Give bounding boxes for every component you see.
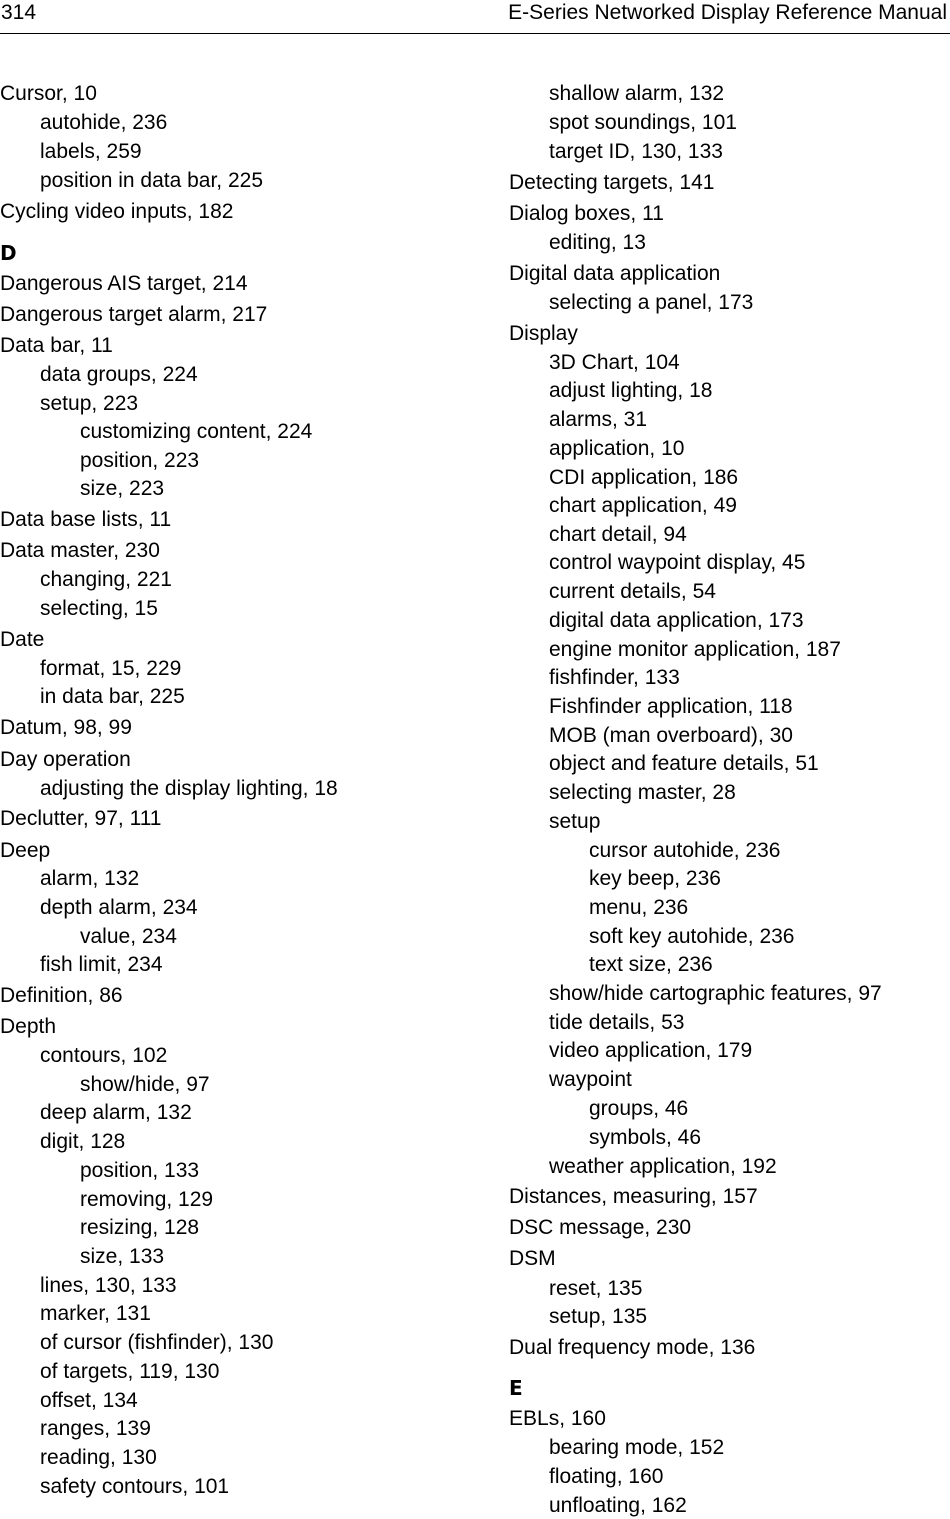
index-entry: Definition, 86 bbox=[0, 984, 123, 1007]
index-entry: application, 10 bbox=[549, 437, 685, 460]
index-entry: digital data application, 173 bbox=[549, 609, 804, 632]
index-entry: weather application, 192 bbox=[549, 1155, 777, 1178]
page-number: 314 bbox=[1, 1, 37, 24]
index-entry: groups, 46 bbox=[589, 1097, 689, 1120]
index-entry: Digital data application bbox=[509, 262, 721, 285]
index-entry: Declutter, 97, 111 bbox=[0, 807, 162, 830]
index-entry: Data bar, 11 bbox=[0, 334, 113, 357]
index-entry: 3D Chart, 104 bbox=[549, 351, 680, 374]
index-entry: Cycling video inputs, 182 bbox=[0, 200, 234, 223]
index-entry: changing, 221 bbox=[40, 568, 172, 591]
index-entry: safety contours, 101 bbox=[40, 1475, 230, 1498]
index-entry: Fishfinder application, 118 bbox=[549, 695, 793, 718]
index-entry: Display bbox=[509, 322, 578, 345]
index-entry: floating, 160 bbox=[549, 1465, 664, 1488]
index-entry: show/hide cartographic features, 97 bbox=[549, 982, 882, 1005]
index-entry: setup, 135 bbox=[549, 1305, 648, 1328]
index-entry: adjusting the display lighting, 18 bbox=[40, 777, 338, 800]
index-entry: setup, 223 bbox=[40, 392, 139, 415]
index-entry: Deep bbox=[0, 839, 51, 862]
index-entry: resizing, 128 bbox=[80, 1216, 200, 1239]
index-entry: selecting master, 28 bbox=[549, 781, 736, 804]
index-entry: digit, 128 bbox=[40, 1130, 126, 1153]
index-entry: alarm, 132 bbox=[40, 867, 140, 890]
index-entry: fish limit, 234 bbox=[40, 953, 163, 976]
index-entry: reset, 135 bbox=[549, 1277, 643, 1300]
index-entry: depth alarm, 234 bbox=[40, 896, 198, 919]
index-entry: of targets, 119, 130 bbox=[40, 1360, 220, 1383]
index-entry: engine monitor application, 187 bbox=[549, 638, 841, 661]
index-entry: Data base lists, 11 bbox=[0, 508, 172, 531]
index-entry: marker, 131 bbox=[40, 1302, 151, 1325]
index-entry: show/hide, 97 bbox=[80, 1073, 210, 1096]
index-entry: selecting, 15 bbox=[40, 597, 158, 620]
index-entry: Dual frequency mode, 136 bbox=[509, 1336, 756, 1359]
index-entry: Datum, 98, 99 bbox=[0, 716, 132, 739]
index-entry: data groups, 224 bbox=[40, 363, 198, 386]
index-entry: position, 133 bbox=[80, 1159, 200, 1182]
index-entry: EBLs, 160 bbox=[509, 1407, 606, 1430]
index-entry: unfloating, 162 bbox=[549, 1494, 687, 1517]
index-entry: Depth bbox=[0, 1015, 57, 1038]
index-entry: Dangerous target alarm, 217 bbox=[0, 303, 268, 326]
index-entry: text size, 236 bbox=[589, 953, 713, 976]
index-entry: of cursor (fishfinder), 130 bbox=[40, 1331, 274, 1354]
index-entry: in data bar, 225 bbox=[40, 685, 185, 708]
index-entry: video application, 179 bbox=[549, 1039, 753, 1062]
index-entry: adjust lighting, 18 bbox=[549, 379, 713, 402]
index-section-letter: D bbox=[0, 241, 17, 265]
index-entry: reading, 130 bbox=[40, 1446, 157, 1469]
index-entry: customizing content, 224 bbox=[80, 420, 313, 443]
index-entry: key beep, 236 bbox=[589, 867, 721, 890]
index-entry: Day operation bbox=[0, 748, 131, 771]
index-entry: alarms, 31 bbox=[549, 408, 648, 431]
index-entry: target ID, 130, 133 bbox=[549, 140, 723, 163]
index-entry: CDI application, 186 bbox=[549, 466, 739, 489]
index-entry: Distances, measuring, 157 bbox=[509, 1185, 758, 1208]
index-entry: value, 234 bbox=[80, 925, 177, 948]
index-entry: MOB (man overboard), 30 bbox=[549, 724, 793, 747]
index-entry: deep alarm, 132 bbox=[40, 1101, 192, 1124]
index-entry: Dangerous AIS target, 214 bbox=[0, 272, 248, 295]
index-entry: DSC message, 230 bbox=[509, 1216, 692, 1239]
index-entry: waypoint bbox=[549, 1068, 632, 1091]
index-entry: ranges, 139 bbox=[40, 1417, 151, 1440]
index-entry: Detecting targets, 141 bbox=[509, 171, 715, 194]
index-entry: shallow alarm, 132 bbox=[549, 82, 725, 105]
index-entry: labels, 259 bbox=[40, 140, 142, 163]
index-entry: spot soundings, 101 bbox=[549, 111, 737, 134]
index-entry: offset, 134 bbox=[40, 1389, 138, 1412]
index-entry: soft key autohide, 236 bbox=[589, 925, 795, 948]
index-entry: format, 15, 229 bbox=[40, 657, 182, 680]
index-entry: menu, 236 bbox=[589, 896, 689, 919]
index-entry: position, 223 bbox=[80, 449, 200, 472]
index-entry: DSM bbox=[509, 1247, 556, 1270]
index-entry: setup bbox=[549, 810, 601, 833]
index-entry: chart application, 49 bbox=[549, 494, 737, 517]
index-entry: cursor autohide, 236 bbox=[589, 839, 781, 862]
index-entry: symbols, 46 bbox=[589, 1126, 702, 1149]
index-entry: size, 223 bbox=[80, 477, 165, 500]
index-entry: fishfinder, 133 bbox=[549, 666, 680, 689]
index-entry: Dialog boxes, 11 bbox=[509, 202, 664, 225]
index-entry: object and feature details, 51 bbox=[549, 752, 819, 775]
index-entry: Cursor, 10 bbox=[0, 82, 97, 105]
index-entry: selecting a panel, 173 bbox=[549, 291, 754, 314]
page-header bbox=[0, 0, 950, 34]
index-entry: tide details, 53 bbox=[549, 1011, 685, 1034]
index-entry: autohide, 236 bbox=[40, 111, 168, 134]
index-section-letter: E bbox=[509, 1376, 523, 1400]
index-entry: Date bbox=[0, 628, 45, 651]
index-entry: contours, 102 bbox=[40, 1044, 168, 1067]
index-entry: size, 133 bbox=[80, 1245, 165, 1268]
index-entry: Data master, 230 bbox=[0, 539, 160, 562]
index-entry: removing, 129 bbox=[80, 1188, 214, 1211]
index-entry: control waypoint display, 45 bbox=[549, 551, 806, 574]
index-entry: editing, 13 bbox=[549, 231, 646, 254]
index-entry: position in data bar, 225 bbox=[40, 169, 264, 192]
index-entry: bearing mode, 152 bbox=[549, 1436, 725, 1459]
index-entry: chart detail, 94 bbox=[549, 523, 687, 546]
index-entry: lines, 130, 133 bbox=[40, 1274, 177, 1297]
index-entry: current details, 54 bbox=[549, 580, 716, 603]
manual-title: E-Series Networked Display Reference Manual bbox=[508, 1, 947, 24]
